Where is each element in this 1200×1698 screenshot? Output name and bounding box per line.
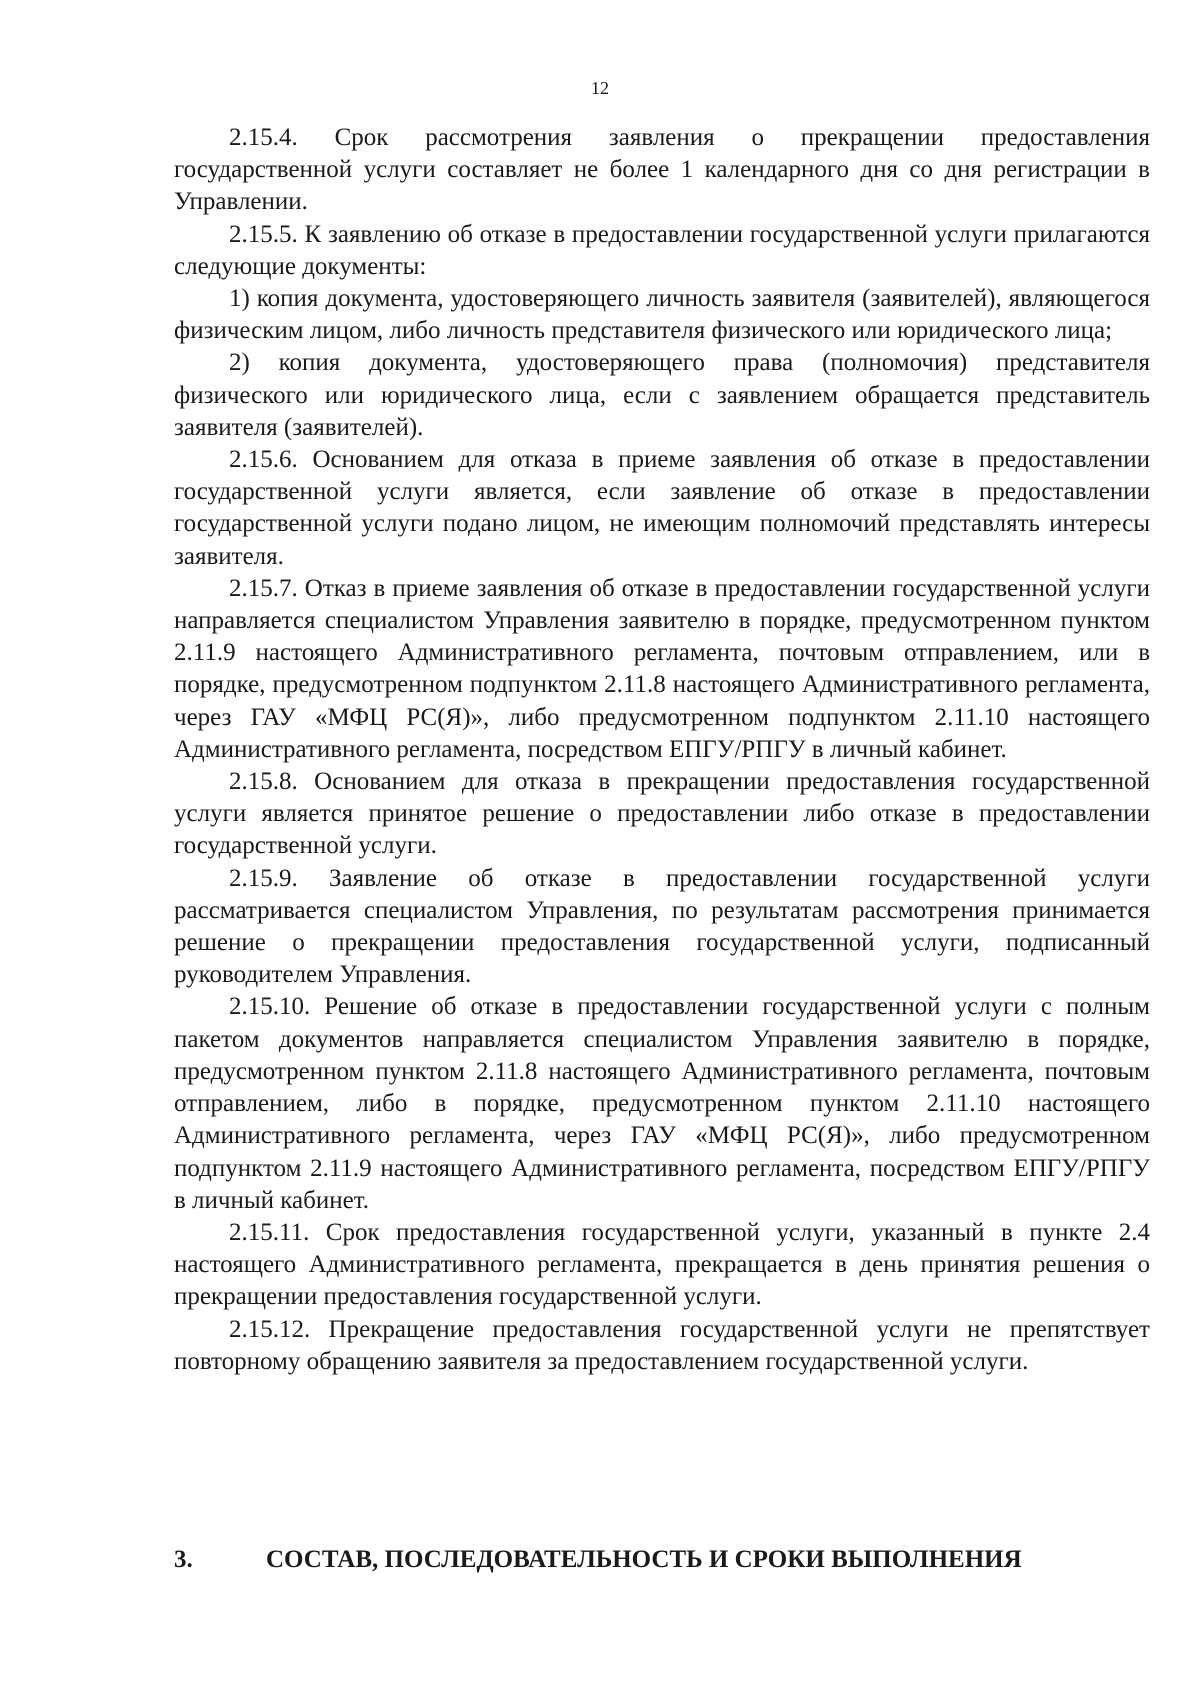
section-heading (174, 1544, 1150, 1576)
section-title: СОСТАВ, ПОСЛЕДОВАТЕЛЬНОСТЬ И СРОКИ ВЫПОЛНЕНИЯ (266, 1546, 1022, 1573)
paragraph-2-15-5: 2.15.5. К заявлению об отказе в предоставлении государственной услуги прилагаются следующие документы: (174, 220, 1150, 280)
paragraph-2-15-11: 2.15.11. Срок предоставления государственной услуги, указанный в пункте 2.4 настоящего Административного регламента, прекращается в день принятия решения о прекращении предоставления государственной услуги. (174, 1218, 1150, 1311)
paragraph-2-15-4: 2.15.4. Срок рассмотрения заявления о прекращении предоставления государственной услуги составляет не более 1 календарного дня со дня регистрации в Управлении. (174, 124, 1150, 216)
paragraph-2-15-7: 2.15.7. Отказ в приеме заявления об отказе в предоставлении государственной услуги направляется специалистом Управления заявителю в порядке, предусмотренном пунктом 2.11.9 настоящего Административного регламента, почтовым отправлением, или в порядке, предусмотренном подпунктом 2.11.8 настоящего Административного регламента, через ГАУ «МФЦ РС(Я)», либо предусмотренном подпунктом 2.11.10 настоящего Административного регламента, посредством ЕПГУ/РПГУ в личный кабинет. (174, 574, 1150, 763)
paragraph-2-15-12: 2.15.12. Прекращение предоставления государственной услуги не препятствует повторному обращению заявителя за предоставлением государственной услуги. (174, 1315, 1150, 1375)
page-number: 12 (591, 78, 609, 98)
section-number: 3. (174, 1546, 193, 1573)
paragraph-2-15-9: 2.15.9. Заявление об отказе в предоставлении государственной услуги рассматривается специалистом Управления, по результатам рассмотрения принимается решение о прекращении предоставления государственной услуги, подписанный руководителем Управления. (174, 864, 1150, 989)
paragraph-2-15-8: 2.15.8. Основанием для отказа в прекращении предоставления государственной услуги является принятое решение о предоставлении либо отказе в предоставлении государственной услуги. (174, 768, 1150, 860)
document-body (174, 122, 1150, 1378)
list-item-1: 1) копия документа, удостоверяющего личность заявителя (заявителей), являющегося физическим лицом, либо личность представителя физического или юридического лица; (174, 285, 1150, 345)
paragraph-2-15-10: 2.15.10. Решение об отказе в предоставлении государственной услуги с полным пакетом документов направляется специалистом Управления заявителю в порядке, предусмотренном пунктом 2.11.8 настоящего Административного регламента, почтовым отправлением, либо в порядке, предусмотренном пунктом 2.11.10 настоящего Административного регламента, через ГАУ «МФЦ РС(Я)», либо предусмотренном подпунктом 2.11.9 настоящего Административного регламента, посредством ЕПГУ/РПГУ в личный кабинет. (174, 993, 1150, 1214)
paragraph-2-15-6: 2.15.6. Основанием для отказа в приеме заявления об отказе в предоставлении государственной услуги является, если заявление об отказе в предоставлении государственной услуги подано лицом, не имеющим полномочий представлять интересы заявителя. (174, 446, 1150, 570)
list-item-2: 2) копия документа, удостоверяющего права (полномочия) представителя физического или юридического лица, если с заявлением обращается представитель заявителя (заявителей). (174, 349, 1150, 441)
